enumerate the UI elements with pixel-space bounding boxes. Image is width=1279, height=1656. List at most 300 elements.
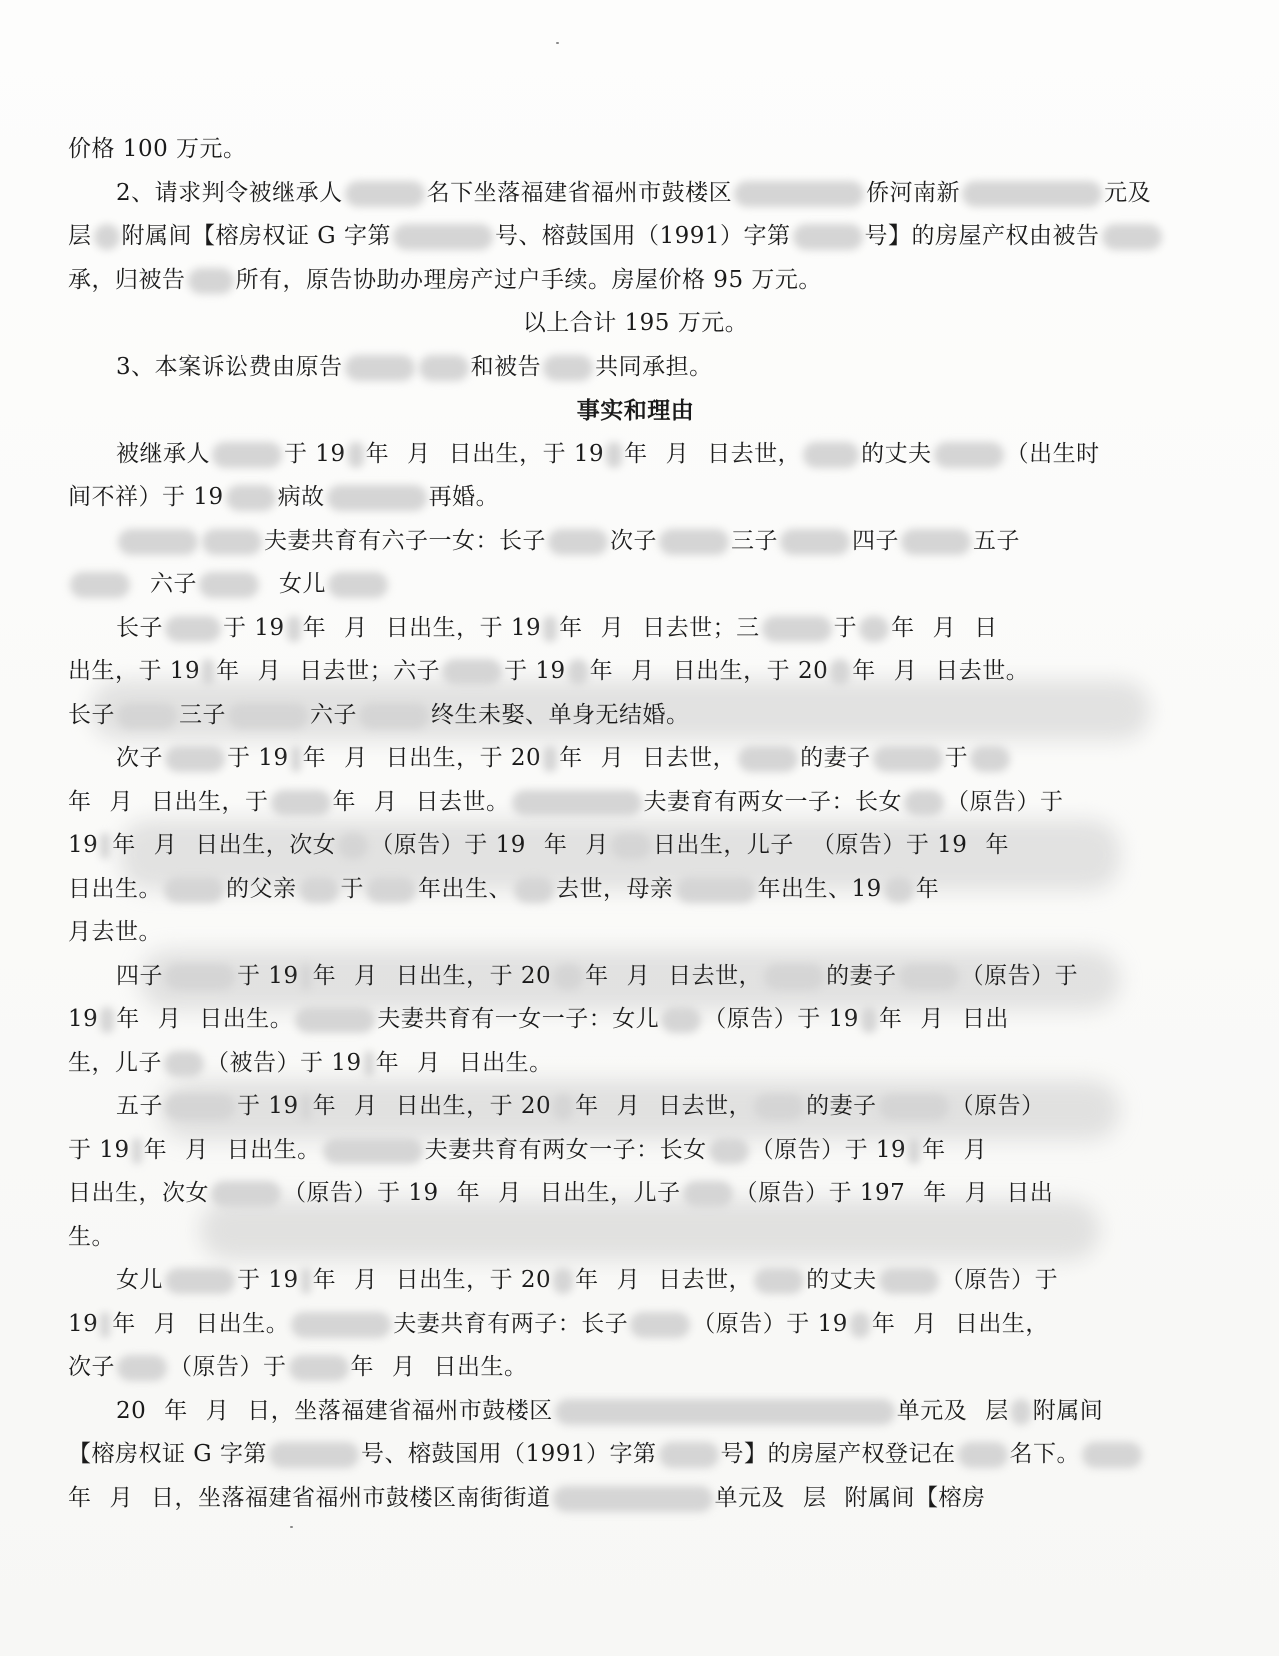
text-line: [68, 911, 1203, 955]
text-segment: 间不祥）于 19: [68, 484, 224, 510]
text-line: [68, 128, 1203, 172]
text-segment: 夫妻育有两女一子：长女: [643, 788, 902, 815]
text-segment: 夫妻共育有六子一女：长子: [264, 527, 546, 554]
text-segment: 终生未娶、单身无结婚。: [431, 701, 690, 728]
redaction: [830, 659, 850, 685]
text-segment: 生，儿子: [68, 1049, 162, 1076]
text-segment: 日去世，: [668, 962, 763, 989]
text-segment: 月: [913, 1310, 937, 1337]
text-segment: 月: [153, 1310, 178, 1337]
text-segment: 承，归被告: [68, 266, 186, 293]
text-line: [68, 1042, 1203, 1086]
text-segment: 19: [68, 1310, 99, 1337]
redaction: [683, 1181, 733, 1207]
text-segment: 月: [585, 832, 609, 858]
text-segment: 月: [498, 1180, 522, 1206]
text-segment: 价格 100 万元。: [68, 136, 247, 162]
redaction: [301, 1094, 311, 1120]
redaction: [345, 181, 425, 207]
text-segment: 于: [340, 875, 364, 902]
text-segment: 名下坐落福建省福州市鼓楼区: [426, 179, 733, 206]
redaction: [211, 1181, 281, 1207]
redaction: [512, 790, 642, 816]
redaction: [548, 529, 608, 555]
redaction: [764, 964, 824, 990]
text-segment: 月: [631, 658, 655, 684]
text-segment: 【榕房权证 G 字第: [68, 1441, 267, 1467]
text-segment: 月: [964, 1180, 989, 1206]
text-segment: 年: [852, 658, 876, 684]
redaction: [962, 181, 1102, 207]
redaction: [348, 442, 364, 468]
text-segment: 女儿: [116, 1267, 163, 1293]
text-segment: 月: [600, 614, 625, 641]
text-line: [68, 1433, 1203, 1477]
text-segment: 日出生，于 20: [395, 1267, 552, 1293]
text-segment: 日，坐落福建省福州市鼓楼区南街街道: [151, 1484, 551, 1511]
redaction: [762, 616, 832, 642]
text-segment: 于 19: [227, 745, 289, 771]
text-line: [68, 1477, 1203, 1521]
text-segment: 三子: [731, 527, 778, 554]
text-segment: 日去世，: [642, 745, 737, 771]
redaction: [165, 1268, 235, 1294]
redaction: [884, 877, 914, 903]
redaction: [287, 616, 301, 642]
text-segment: 日出生，于 20: [395, 1093, 552, 1119]
redaction: [165, 964, 235, 990]
text-line: [68, 694, 1203, 738]
text-segment: 元及: [1104, 179, 1152, 206]
text-segment: 月: [417, 1049, 441, 1076]
text-segment: 共同承担。: [595, 353, 713, 380]
text-segment: 日出生，儿子: [539, 1180, 681, 1206]
text-line: [68, 824, 1203, 868]
redaction: [553, 1094, 573, 1120]
text-segment: 3、本案诉讼费由原告: [116, 353, 343, 380]
redaction: [611, 833, 651, 859]
text-segment: 所有，原告协助办理房产过户手续。房屋价格 95 万元。: [235, 266, 822, 293]
text-segment: 的丈夫: [806, 1267, 877, 1293]
text-segment: 日出生。: [433, 1354, 528, 1380]
text-segment: 月: [407, 440, 431, 467]
text-segment: 月: [344, 614, 368, 641]
text-segment: 年: [312, 1267, 337, 1293]
text-segment: 年: [575, 1267, 599, 1293]
text-segment: 附属间【榕房: [844, 1484, 986, 1511]
text-segment: 号】的房屋产权由被告: [864, 223, 1100, 249]
redaction: [301, 964, 311, 990]
redaction: [543, 355, 593, 381]
text-segment: 年: [112, 1310, 136, 1337]
text-segment: 月: [963, 1136, 988, 1163]
text-segment: （原告）于: [169, 1354, 287, 1380]
text-line: [68, 476, 1203, 520]
text-segment: 年: [585, 962, 609, 989]
text-segment: 年: [116, 1006, 140, 1032]
text-segment: 于: [944, 745, 969, 771]
text-segment: 月: [600, 745, 625, 771]
text-segment: 五子: [973, 527, 1020, 554]
text-segment: 20: [116, 1397, 147, 1424]
redaction: [132, 1138, 142, 1164]
redaction: [899, 964, 959, 990]
redaction: [419, 355, 469, 381]
text-segment: 月: [109, 1484, 133, 1511]
text-line: [68, 346, 1203, 390]
text-segment: 日出生，于 20: [395, 962, 552, 989]
redaction: [661, 1007, 701, 1033]
redaction: [299, 877, 339, 903]
redaction: [94, 224, 120, 250]
text-segment: 于 19: [284, 440, 346, 467]
text-segment: 年: [543, 832, 568, 858]
text-segment: 年: [923, 1180, 947, 1206]
text-segment: 日出: [1006, 1180, 1054, 1206]
redaction: [879, 1094, 949, 1120]
redaction: [958, 1442, 1008, 1468]
text-segment: 月: [616, 1267, 641, 1293]
text-line: [68, 781, 1203, 825]
text-segment: 年: [915, 875, 940, 902]
text-segment: （原告）于 197: [734, 1180, 906, 1206]
text-segment: 的丈夫: [861, 440, 932, 467]
text-segment: 的妻子: [800, 745, 871, 771]
text-segment: 19: [68, 832, 99, 858]
text-segment: 于 19: [237, 962, 299, 989]
text-segment: 日出: [961, 1006, 1009, 1032]
redaction: [543, 616, 557, 642]
text-segment: 年: [350, 1354, 374, 1380]
redaction: [442, 659, 502, 685]
text-segment: 年: [985, 832, 1009, 858]
redaction: [291, 746, 301, 772]
text-segment: 号】的房屋产权登记在: [720, 1441, 956, 1467]
text-segment: 月: [893, 658, 918, 684]
text-segment: 次子: [68, 1354, 115, 1380]
redaction: [202, 659, 214, 685]
text-segment: 附属间【榕房权证 G 字第: [121, 223, 391, 249]
redaction: [327, 485, 427, 511]
redaction: [328, 572, 388, 598]
text-segment: 的妻子: [826, 962, 897, 989]
text-segment: 日去世；六子: [299, 658, 441, 684]
redaction: [676, 877, 756, 903]
text-segment: 次子: [116, 745, 163, 771]
text-segment: 年: [68, 1484, 92, 1511]
text-segment: 日出生。: [226, 1136, 321, 1163]
redaction: [803, 442, 859, 468]
text-segment: 次子: [610, 527, 657, 554]
redaction: [901, 529, 971, 555]
redaction: [568, 659, 588, 685]
redaction: [117, 1355, 167, 1381]
text-segment: 的妻子: [806, 1093, 877, 1119]
text-line: [68, 1172, 1203, 1216]
text-segment: 层: [985, 1397, 1009, 1424]
text-segment: 名下。: [1009, 1441, 1081, 1467]
text-segment: 月: [392, 1354, 416, 1380]
text-segment: 日去世，: [707, 440, 802, 467]
text-segment: 年: [302, 614, 327, 641]
text-segment: 五子: [116, 1093, 163, 1119]
text-line: [68, 737, 1203, 781]
text-segment: 于 19: [504, 658, 566, 684]
text-segment: 月: [932, 614, 957, 641]
text-line: [68, 1390, 1203, 1434]
text-segment: 年: [112, 832, 136, 858]
text-segment: 单元及: [896, 1397, 968, 1424]
redaction: [118, 529, 198, 555]
text-segment: （原告）于 19: [692, 1310, 848, 1337]
text-segment: 日出生。: [458, 1049, 553, 1076]
redaction: [709, 1138, 749, 1164]
text-segment: 女儿: [279, 571, 326, 597]
text-segment: 长子: [68, 701, 115, 728]
text-segment: 号、榕鼓国用（1991）字第: [361, 1441, 657, 1467]
redaction: [295, 1007, 375, 1033]
text-segment: 月: [157, 1006, 182, 1032]
text-segment: 月: [626, 962, 651, 989]
redaction: [553, 1486, 713, 1512]
text-segment: （被告）于 19: [206, 1049, 362, 1076]
text-segment: 病故: [277, 484, 325, 510]
text-segment: 年出生、: [418, 875, 512, 902]
redaction: [212, 442, 282, 468]
text-segment: 和被告: [470, 353, 542, 380]
redaction: [269, 1442, 359, 1468]
redaction: [202, 529, 262, 555]
text-segment: 年: [164, 1397, 188, 1424]
text-segment: 于 19: [68, 1136, 130, 1163]
text-segment: （原告）于: [940, 1267, 1059, 1293]
text-segment: 于: [833, 614, 858, 641]
text-segment: 年: [624, 440, 648, 467]
redaction: [850, 1312, 870, 1338]
text-segment: 月: [205, 1397, 230, 1424]
text-segment: 月: [354, 1093, 378, 1119]
text-segment: 三子: [179, 701, 226, 728]
redaction: [228, 703, 308, 729]
text-line: [68, 955, 1203, 999]
text-segment: 年: [216, 658, 240, 684]
text-segment: 以上合计 195 万元。: [522, 310, 749, 336]
text-segment: （出生时: [1005, 440, 1100, 467]
text-segment: 号、榕鼓国用（1991）字第: [495, 223, 791, 249]
text-line: [68, 1346, 1203, 1390]
text-segment: 年: [589, 658, 614, 684]
text-segment: 年: [575, 1093, 599, 1119]
text-segment: 日去世。: [935, 658, 1030, 684]
text-segment: 出生，于 19: [68, 658, 201, 684]
text-segment: 单元及: [714, 1484, 785, 1511]
text-line: [68, 259, 1203, 303]
redaction: [879, 1268, 939, 1294]
text-segment: 月: [920, 1006, 944, 1032]
text-segment: 日出生，于 20: [385, 745, 542, 771]
text-segment: 四子: [116, 962, 163, 989]
text-segment: 年: [871, 1310, 896, 1337]
text-segment: 于 19: [223, 614, 285, 641]
scan-speck: [290, 1526, 293, 1528]
text-segment: 月: [354, 1267, 378, 1293]
text-segment: 日，坐落福建省福州市鼓楼区: [247, 1397, 553, 1424]
redaction: [606, 442, 622, 468]
text-line: [68, 563, 1203, 607]
text-segment: 日去世；三: [642, 614, 760, 641]
redaction: [345, 355, 415, 381]
text-segment: 六子: [310, 701, 357, 728]
text-segment: 月: [354, 962, 378, 989]
redaction: [1102, 224, 1162, 250]
redaction: [393, 224, 493, 250]
text-segment: 月去世。: [68, 919, 162, 945]
redaction: [366, 877, 416, 903]
text-segment: 月: [257, 658, 282, 684]
redaction: [659, 529, 729, 555]
text-segment: 日出生。: [199, 1006, 294, 1032]
redaction: [630, 1312, 690, 1338]
redaction: [553, 1268, 573, 1294]
redaction: [117, 703, 177, 729]
text-segment: 月: [374, 788, 398, 815]
redaction: [734, 181, 864, 207]
text-segment: 于 19: [237, 1267, 299, 1293]
text-segment: 长子: [116, 614, 163, 641]
redaction: [873, 746, 943, 772]
redaction: [165, 746, 225, 772]
text-segment: （原告）于 19: [283, 1180, 439, 1206]
redaction: [859, 616, 889, 642]
section-heading: [68, 389, 1203, 433]
redaction: [754, 1094, 804, 1120]
redaction: [780, 529, 850, 555]
text-segment: 日去世，: [658, 1267, 753, 1293]
document-body: [68, 128, 1203, 1520]
redaction: [338, 833, 368, 859]
scan-speck: [556, 42, 559, 44]
text-segment: 日出生，于 19: [385, 614, 542, 641]
text-segment: 19: [68, 1006, 99, 1032]
text-segment: （原告）于 19: [750, 1136, 907, 1163]
redaction: [970, 746, 1010, 772]
text-line: [68, 607, 1203, 651]
text-segment: 事实和理由: [576, 397, 695, 424]
redaction: [271, 790, 331, 816]
text-segment: 日出生，次女: [195, 832, 337, 858]
text-line: [68, 520, 1203, 564]
text-segment: 年: [891, 614, 915, 641]
redaction: [514, 877, 554, 903]
text-line: [68, 868, 1203, 912]
text-segment: 年: [312, 962, 337, 989]
text-segment: 年: [559, 614, 583, 641]
redaction: [165, 1094, 235, 1120]
redaction: [659, 1442, 719, 1468]
text-line: [68, 433, 1203, 477]
text-segment: 夫妻共育有一女一子：女儿: [377, 1006, 660, 1032]
redaction: [199, 572, 259, 598]
text-segment: 的父亲: [226, 875, 297, 902]
total-line: [68, 302, 1203, 346]
redaction: [1082, 1442, 1142, 1468]
redaction: [301, 1268, 311, 1294]
text-segment: 2、请求判令被继承人: [116, 179, 343, 206]
text-segment: 年: [365, 440, 390, 467]
redaction: [226, 485, 276, 511]
text-segment: 夫妻共育有两女一子：长女: [424, 1136, 707, 1163]
redaction: [908, 1138, 920, 1164]
text-segment: 年: [878, 1006, 903, 1032]
text-segment: 生。: [68, 1223, 115, 1250]
redaction: [738, 746, 798, 772]
text-segment: 年: [922, 1136, 946, 1163]
text-segment: （原告）于 19: [811, 832, 968, 858]
text-segment: 于 19: [237, 1093, 299, 1119]
redaction: [164, 1051, 204, 1077]
text-line: [68, 650, 1203, 694]
redaction: [543, 746, 557, 772]
redaction: [164, 877, 224, 903]
text-line: [68, 1085, 1203, 1129]
text-segment: 日出生。: [68, 875, 162, 902]
redaction: [754, 1268, 804, 1294]
redaction: [934, 442, 1004, 468]
text-segment: 六子: [150, 571, 197, 597]
text-segment: 年: [375, 1049, 400, 1076]
text-line: [68, 172, 1203, 216]
text-segment: 月: [153, 832, 178, 858]
redaction: [291, 1312, 391, 1338]
text-segment: 日出生，于: [151, 788, 269, 815]
text-segment: 年: [332, 788, 356, 815]
text-segment: 年: [559, 745, 583, 771]
text-segment: 月: [344, 745, 368, 771]
redaction: [165, 616, 221, 642]
text-segment: 月: [665, 440, 690, 467]
redaction: [553, 964, 583, 990]
text-line: [68, 1216, 1203, 1260]
text-segment: 日出生，儿子: [652, 832, 794, 858]
text-segment: 年: [456, 1180, 481, 1206]
redaction: [323, 1138, 423, 1164]
text-segment: 被继承人: [116, 440, 210, 467]
redaction: [555, 1399, 895, 1425]
text-segment: 月: [109, 788, 133, 815]
text-segment: 日出生，于 19: [448, 440, 605, 467]
text-segment: 年: [302, 745, 327, 771]
text-segment: 去世，母亲: [556, 875, 674, 902]
text-segment: 年出生、19: [757, 875, 882, 902]
text-segment: 侨河南新: [866, 179, 961, 206]
text-segment: 月: [185, 1136, 209, 1163]
redaction: [70, 572, 130, 598]
text-segment: （原告）于 19: [703, 1006, 859, 1032]
text-segment: 日去世，: [658, 1093, 753, 1119]
text-line: [68, 998, 1203, 1042]
text-line: [68, 1259, 1203, 1303]
text-segment: （原告）于: [960, 962, 1079, 989]
text-segment: （原告）于 19: [370, 832, 526, 858]
text-segment: 日: [974, 614, 998, 641]
redaction: [861, 1007, 877, 1033]
text-segment: 日去世。: [415, 788, 510, 815]
text-line: [68, 1129, 1203, 1173]
text-segment: 层: [803, 1484, 827, 1511]
redaction: [1011, 1399, 1031, 1425]
text-line: [68, 215, 1203, 259]
redaction: [100, 1007, 114, 1033]
